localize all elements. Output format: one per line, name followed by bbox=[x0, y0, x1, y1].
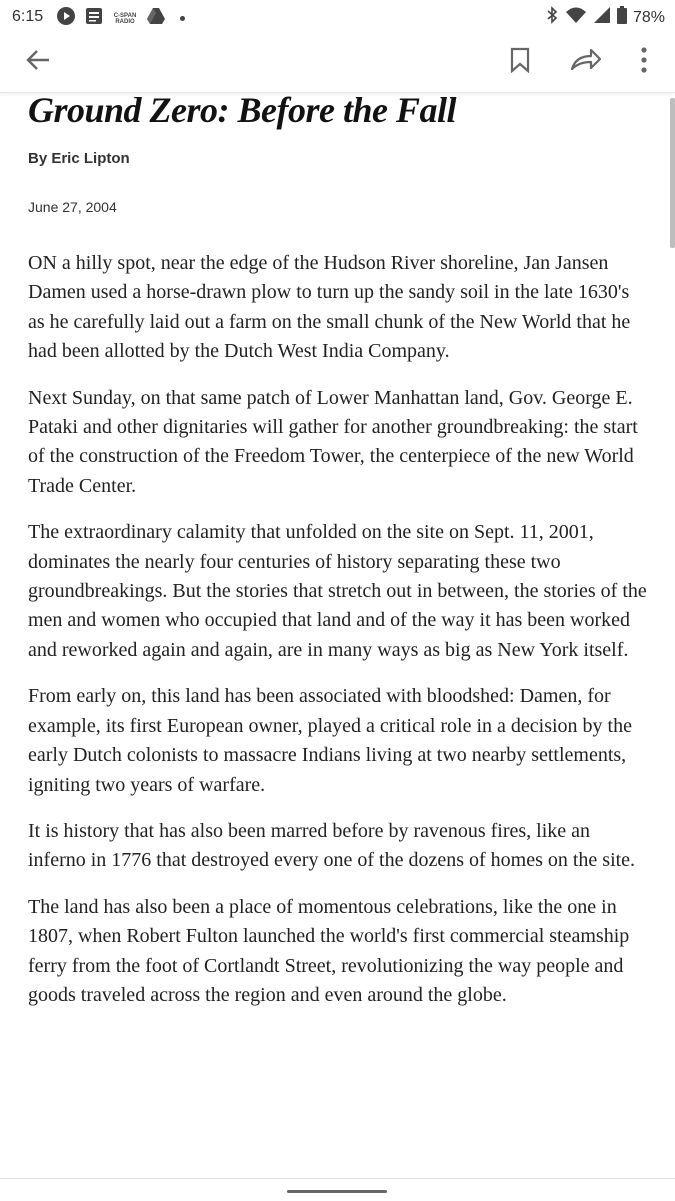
news-icon bbox=[84, 6, 104, 31]
wifi-icon bbox=[565, 6, 587, 29]
home-gesture-bar[interactable] bbox=[287, 1190, 387, 1193]
arrow-left-icon bbox=[25, 47, 51, 78]
bookmark-button[interactable] bbox=[498, 40, 542, 84]
battery-percent: 78% bbox=[632, 8, 665, 26]
back-button[interactable] bbox=[16, 40, 60, 84]
share-button[interactable] bbox=[564, 40, 608, 84]
article-content bbox=[28, 88, 648, 1027]
status-bar bbox=[0, 0, 675, 34]
more-options-button[interactable] bbox=[622, 40, 666, 84]
bluetooth-icon bbox=[545, 6, 559, 29]
article-paragraph: The land has also been a place of momentous celebrations, like the one in 1807, when Robert Fulton launched the world's first commercial steamship ferry from the foot of Cortlandt Street, revolutionizing the way people and goods traveled across the region and even around the globe. bbox=[28, 895, 630, 1006]
drive-icon bbox=[146, 7, 166, 30]
article-paragraph: It is history that has also been marred before by ravenous fires, like an inferno in 1776 that destroyed every one of the dozens of homes on the site. bbox=[28, 819, 636, 872]
bookmark-icon bbox=[509, 47, 531, 78]
article-body bbox=[28, 249, 648, 1010]
battery-icon bbox=[617, 6, 627, 29]
share-icon bbox=[570, 47, 602, 78]
article-paragraph: Next Sunday, on that same patch of Lower Manhattan land, Gov. George E. Pataki and other dignitaries will gather for another groundbreaking: the start of the construction of the Freedom Tower, the centerpiece of the new World Trade Center. bbox=[28, 386, 638, 497]
notification-dot-icon bbox=[180, 16, 185, 21]
article-byline: By Eric Lipton bbox=[28, 150, 130, 167]
podcast-icon bbox=[56, 6, 76, 31]
signal-icon bbox=[593, 6, 611, 29]
status-time: 6:15 bbox=[12, 8, 44, 25]
scrollbar[interactable] bbox=[670, 98, 675, 248]
article-headline: Ground Zero: Before the Fall bbox=[28, 90, 457, 130]
article-paragraph: The extraordinary calamity that unfolded on the site on Sept. 11, 2001, dominates the nearly four centuries of history separating these two groundbreakings. But the stories that stretch out in between, the stories of the men and women who occupied that land and of the way it has been worked and reworked again and again, are in many ways as big as New York itself. bbox=[28, 521, 647, 661]
navigation-bar bbox=[0, 1178, 675, 1201]
more-vertical-icon bbox=[640, 47, 648, 78]
article-paragraph: From early on, this land has been associated with bloodshed: Damen, for example, its first European owner, played a critical role in a decision by the early Dutch colonists to massacre Indians living at two nearby settlements, igniting two years of warfare. bbox=[28, 685, 632, 796]
cspan-radio-icon: C-SPAN RADIO bbox=[113, 12, 137, 25]
article-paragraph: ON a hilly spot, near the edge of the Hudson River shoreline, Jan Jansen Damen used a horse-drawn plow to turn up the sandy soil in the late 1630's as he carefully laid out a farm on the small chunk of the New World that he had been allotted by the Dutch West India Company. bbox=[28, 252, 631, 363]
article-date: June 27, 2004 bbox=[28, 199, 117, 215]
article-toolbar bbox=[0, 34, 675, 93]
